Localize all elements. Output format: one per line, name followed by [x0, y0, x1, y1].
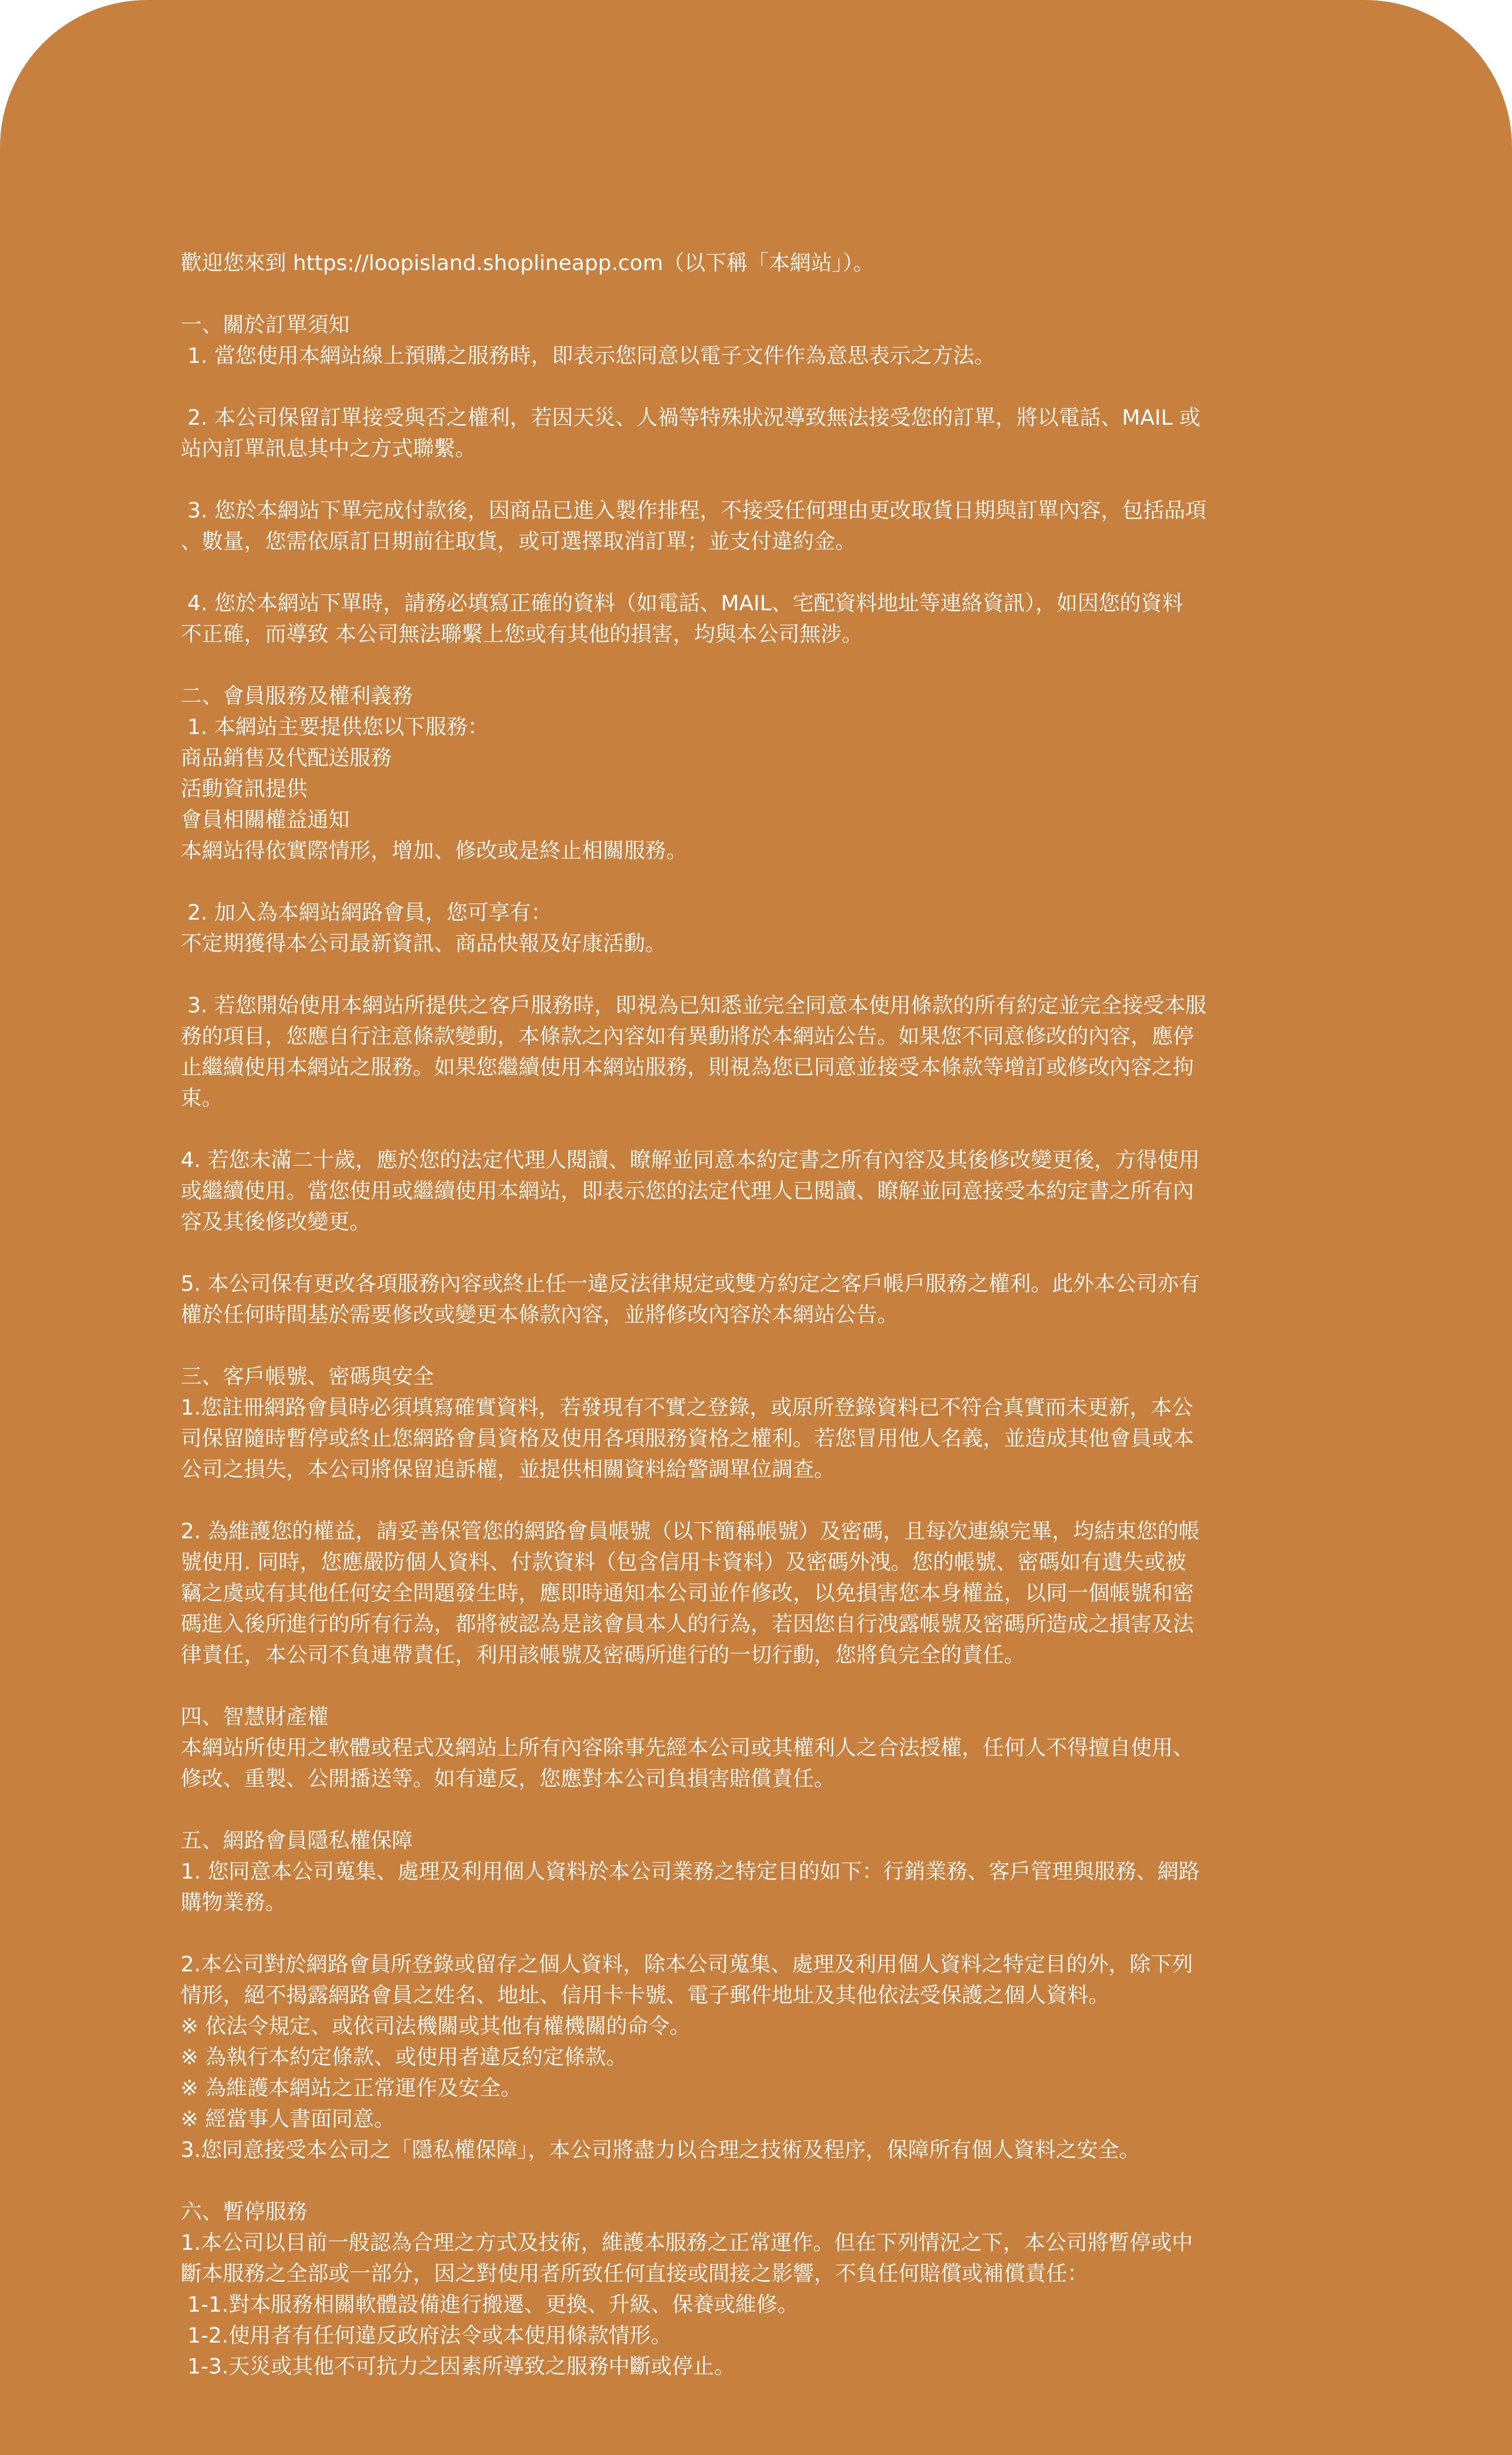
text-line: 束。 — [181, 1086, 223, 1111]
text-line: 站內訂單訊息其中之方式聯繫。 — [181, 436, 476, 461]
text-line: 1. 本網站主要提供您以下服務： — [181, 715, 489, 739]
text-line: 購物業務。 — [181, 1890, 286, 1915]
text-line: 4. 您於本網站下單時，請務必填寫正確的資料（如電話、MAIL、宅配資料地址等連絡資訊），如因您的資料 — [181, 591, 1184, 616]
text-line: 1.本公司以目前一般認為合理之方式及技術，維護本服務之正常運作。但在下列情況之下，本公司將暫停或中 — [181, 2231, 1193, 2255]
paragraph-gap — [181, 959, 1329, 990]
text-line: 三、客戶帳號、密碼與安全 — [181, 1364, 434, 1389]
text-line: 二、會員服務及權利義務 — [181, 684, 413, 709]
text-line: ※ 依法令規定、或依司法機關或其他有權機關的命令。 — [181, 2014, 691, 2039]
text-line: 情形，絕不揭露網路會員之姓名、地址、信用卡卡號、電子郵件地址及其他依法受保護之個人資料。 — [181, 1983, 1109, 2008]
terms-text — [181, 248, 1329, 2382]
text-line: 1-2.使用者有任何違反政府法令或本使用條款情形。 — [181, 2323, 672, 2348]
text-line: 5. 本公司保有更改各項服務內容或終止任一違反法律規定或雙方約定之客戶帳戶服務之權利。此外本公司亦有 — [181, 1272, 1200, 1296]
text-line: 2. 加入為本網站網路會員，您可享有： — [181, 900, 552, 925]
text-line: 司保留隨時暫停或終止您網路會員資格及使用各項服務資格之權利。若您冒用他人名義，並造成其他會員或本 — [181, 1426, 1194, 1451]
text-line: 1.您註冊網路會員時必須填寫確實資料，若發現有不實之登錄，或原所登錄資料已不符合真實而未更新，本公 — [181, 1395, 1193, 1420]
text-line: 4. 若您未滿二十歲，應於您的法定代理人閱讀、瞭解並同意本約定書之所有內容及其後修改變更後，方得使用 — [181, 1148, 1200, 1173]
text-line: ※ 經當事人書面同意。 — [181, 2107, 395, 2131]
text-line: 務的項目，您應自行注意條款變動，本條款之內容如有異動將於本網站公告。如果您不同意修改的內容，應停 — [181, 1024, 1194, 1049]
text-line: 不正確，而導致 本公司無法聯繫上您或有其他的損害，均與本公司無涉。 — [181, 622, 863, 647]
text-line: 四、智慧財產權 — [181, 1705, 328, 1729]
text-line: 本網站所使用之軟體或程式及網站上所有內容除事先經本公司或其權利人之合法授權，任何人不得擅自使用、 — [181, 1736, 1194, 1760]
paragraph-gap — [181, 650, 1329, 681]
text-line: 修改、重製、公開播送等。如有違反，您應對本公司負損害賠償責任。 — [181, 1767, 835, 1791]
text-line: 1. 當您使用本網站線上預購之服務時，即表示您同意以電子文件作為意思表示之方法。 — [181, 344, 996, 368]
text-line: 容及其後修改變更。 — [181, 1210, 371, 1234]
text-line: 1. 您同意本公司蒐集、處理及利用個人資料於本公司業務之特定目的如下：行銷業務、客戶管理與服務、網路 — [181, 1859, 1200, 1884]
text-line: 2. 為維護您的權益，請妥善保管您的網路會員帳號（以下簡稱帳號）及密碼，且每次連線完畢，均結束您的帳 — [181, 1519, 1200, 1544]
paragraph-gap — [181, 464, 1329, 495]
text-line: 活動資訊提供 — [181, 777, 307, 801]
text-line: 號使用. 同時，您應嚴防個人資料、付款資料（包含信用卡資料）及密碼外洩。您的帳號、密碼如有遺失或被 — [181, 1550, 1187, 1575]
text-line: 五、網路會員隱私權保障 — [181, 1828, 413, 1853]
text-line: 竊之虞或有其他任何安全問題發生時，應即時通知本公司並作修改，以免損害您本身權益，以同一個帳號和密 — [181, 1581, 1194, 1606]
text-line: 會員相關權益通知 — [181, 808, 350, 832]
text-line: 歡迎您來到 https://loopisland.shoplineapp.com（以下稱「本網站」）。 — [181, 251, 874, 275]
paragraph-gap — [181, 1918, 1329, 1949]
paragraph-gap — [181, 1485, 1329, 1516]
paragraph-gap — [181, 372, 1329, 403]
paragraph-gap — [181, 1331, 1329, 1362]
text-line: ※ 為維護本網站之正常運作及安全。 — [181, 2076, 522, 2100]
text-line: 3. 若您開始使用本網站所提供之客戶服務時，即視為已知悉並完全同意本使用條款的所有約定並完全接受本服 — [181, 993, 1207, 1018]
text-line: 1-1.對本服務相關軟體設備進行搬遷、更換、升級、保養或維修。 — [181, 2292, 799, 2317]
paragraph-gap — [181, 867, 1329, 898]
text-line: 2.本公司對於網路會員所登錄或留存之個人資料，除本公司蒐集、處理及利用個人資料之特定目的外，除下列 — [181, 1952, 1193, 1977]
paragraph-gap — [181, 1795, 1329, 1826]
text-line: 3. 您於本網站下單完成付款後，因商品已進入製作排程，不接受任何理由更改取貨日期與訂單內容，包括品項 — [181, 498, 1207, 523]
text-line: 一、關於訂單須知 — [181, 313, 350, 337]
text-line: 斷本服務之全部或一部分，因之對使用者所致任何直接或間接之影響，不負任何賠償或補償責任： — [181, 2262, 1088, 2286]
text-line: 不定期獲得本公司最新資訊、商品快報及好康活動。 — [181, 931, 666, 956]
text-line: 公司之損失，本公司將保留追訴權，並提供相關資料給警調單位調查。 — [181, 1457, 835, 1482]
text-line: 商品銷售及代配送服務 — [181, 746, 392, 770]
text-line: 止繼續使用本網站之服務。如果您繼續使用本網站服務，則視為您已同意並接受本條款等增訂或修改內容之拘 — [181, 1055, 1194, 1080]
text-line: 2. 本公司保留訂單接受與否之權利，若因天災、人禍等特殊狀況導致無法接受您的訂單，將以電話、MAIL 或 — [181, 406, 1201, 430]
paragraph-gap — [181, 557, 1329, 588]
text-line: 或繼續使用。當您使用或繼續使用本網站，即表示您的法定代理人已閱讀、瞭解並同意接受本約定書之所有內 — [181, 1179, 1194, 1203]
text-line: 3.您同意接受本公司之「隱私權保障」，本公司將盡力以合理之技術及程序，保障所有個人資料之安全。 — [181, 2138, 1140, 2162]
paragraph-gap — [181, 1114, 1329, 1145]
text-line: 權於任何時間基於需要修改或變更本條款內容，並將修改內容於本網站公告。 — [181, 1303, 898, 1327]
paragraph-gap — [181, 1671, 1329, 1702]
text-line: ※ 為執行本約定條款、或使用者違反約定條款。 — [181, 2045, 627, 2070]
text-line: 本網站得依實際情形，增加、修改或是終止相關服務。 — [181, 839, 687, 863]
text-line: 六、暫停服務 — [181, 2200, 307, 2224]
text-line: 、數量，您需依原訂日期前往取貨，或可選擇取消訂單；並支付違約金。 — [181, 529, 856, 554]
paragraph-gap — [181, 2166, 1329, 2197]
paragraph-gap — [181, 279, 1329, 310]
text-line: 1-3.天災或其他不可抗力之因素所導致之服務中斷或停止。 — [181, 2354, 735, 2379]
paragraph-gap — [181, 1238, 1329, 1269]
text-line: 律責任，本公司不負連帶責任，利用該帳號及密碼所進行的一切行動，您將負完全的責任。 — [181, 1643, 1025, 1667]
text-line: 碼進入後所進行的所有行為，都將被認為是該會員本人的行為，若因您自行洩露帳號及密碼所造成之損害及法 — [181, 1612, 1194, 1637]
